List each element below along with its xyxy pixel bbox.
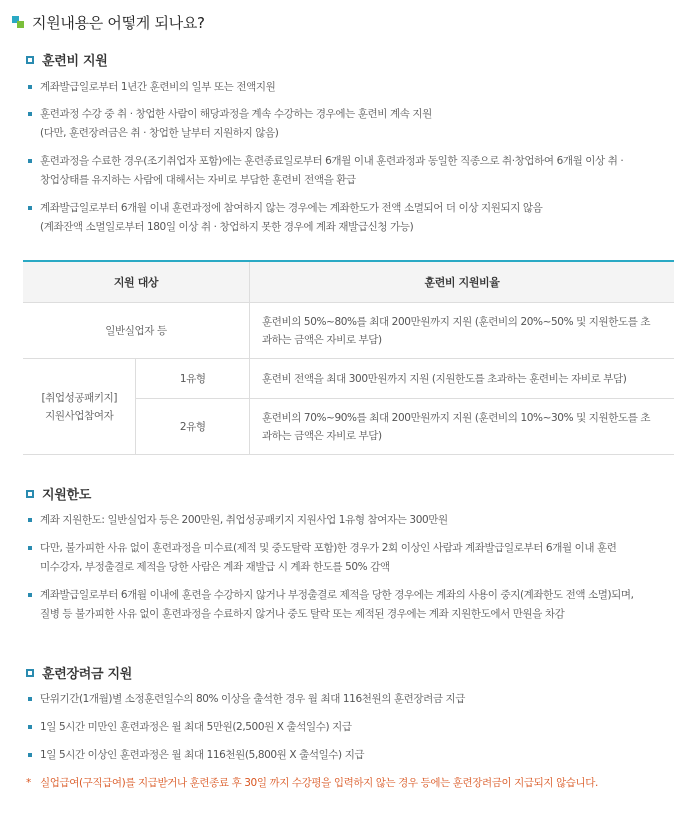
list-item — [26, 586, 666, 624]
bullet-icon — [28, 697, 32, 701]
list-item — [26, 539, 666, 577]
section-square-icon — [26, 56, 34, 64]
cell-type1: 1유형 — [136, 359, 250, 399]
bullet-text: (계좌잔액 소멸일로부터 180일 이상 취 · 창업하지 못한 경우에 계좌 재발급신청 가능) — [40, 221, 414, 233]
list-item — [26, 718, 666, 737]
bullet-text: 질병 등 불가피한 사유 없이 훈련과정을 수료하지 않거나 중도 탈락 또는 제적된 경우에는 계좌 지원한도에서 만원을 차감 — [40, 608, 565, 620]
asterisk-icon: * — [26, 777, 31, 789]
bullet-text: (다만, 훈련장려금은 취 · 창업한 날부터 지원하지 않음) — [40, 127, 279, 139]
support-rate-table — [23, 260, 674, 455]
cell-type2: 2유형 — [136, 399, 250, 455]
rate-line: 훈련비 전액을 최대 300만원까지 지원 (지원한도를 초과하는 훈련비는 자비로 부담) — [262, 372, 627, 385]
bullet-text: 계좌발급일로부터 1년간 훈련비의 일부 또는 전액지원 — [40, 81, 276, 93]
page-title: 지원내용은 어떻게 되나요? — [32, 13, 205, 32]
bullet-text: 단위기간(1개월)별 소정훈련일수의 80% 이상을 출석한 경우 월 최대 116천원의 훈련장려금 지급 — [40, 693, 466, 705]
bullet-text: 창업상태를 유지하는 사람에 대해서는 자비로 부담한 훈련비 전액을 환급 — [40, 174, 356, 186]
header-rate: 훈련비 지원비율 — [250, 261, 675, 303]
list-item — [26, 152, 666, 190]
section-square-icon — [26, 669, 34, 677]
bullet-icon — [28, 593, 32, 597]
table-row — [23, 303, 674, 359]
title-square-icon — [12, 16, 24, 28]
bullet-text: 1일 5시간 미만인 훈련과정은 월 최대 5만원(2,500원 X 출석일수) 지급 — [40, 721, 352, 733]
rate-line: 훈련비의 70%~90%를 최대 200만원까지 지원 (훈련비의 10%~30% 및 지원한도를 초 — [262, 411, 651, 424]
bullet-text: 계좌발급일로부터 6개월 이내에 훈련을 수강하지 않거나 부정출결로 제적을 당한 경우에는 계좌의 사용이 중지(계좌한도 전액 소멸)되며, — [40, 589, 634, 601]
section-heading-limit — [26, 484, 91, 503]
section-title: 훈련비 지원 — [42, 54, 108, 69]
bullet-text: 계좌발급일로부터 6개월 이내 훈련과정에 참여하지 않는 경우에는 계좌한도가 전액 소멸되어 더 이상 지원되지 않음 — [40, 202, 543, 214]
limit-bullet-list — [26, 511, 666, 624]
group-label-line: [취업성공패키지] — [41, 391, 118, 404]
bullet-text: 훈련과정을 수료한 경우(조기취업자 포함)에는 훈련종료일로부터 6개월 이내 훈련과정과 동일한 직종으로 취·창업하여 6개월 이상 취 · — [40, 155, 624, 167]
bullet-text: 다만, 불가피한 사유 없이 훈련과정을 미수료(제적 및 중도탈락 포함)한 경우가 2회 이상인 사람과 계좌발급일로부터 6개월 이내 훈련 — [40, 542, 617, 554]
bullet-text: 훈련과정 수강 중 취 · 창업한 사람이 해당과정을 계속 수강하는 경우에는 훈련비 계속 지원 — [40, 108, 432, 120]
list-item — [26, 105, 666, 143]
section-title: 지원한도 — [42, 488, 92, 503]
allowance-bullet-list — [26, 690, 666, 793]
list-item — [26, 511, 666, 530]
training-bullet-list — [26, 78, 666, 237]
bullet-text: 미수강자, 부정출결로 제적을 당한 사람은 계좌 재발급 시 계좌 한도를 50% 감액 — [40, 561, 390, 573]
list-item — [26, 78, 666, 97]
cell-rate-type1 — [250, 359, 675, 399]
section-title: 훈련장려금 지원 — [42, 667, 133, 682]
bullet-text: 1일 5시간 이상인 훈련과정은 월 최대 116천원(5,800원 X 출석일수) 지급 — [40, 749, 365, 761]
group-label-line: 지원사업참여자 — [45, 409, 114, 422]
cell-target-general: 일반실업자 등 — [23, 303, 250, 359]
section-square-icon — [26, 490, 34, 498]
page-title-row — [12, 12, 205, 32]
cell-rate-general — [250, 303, 675, 359]
section-heading-training — [26, 50, 108, 69]
table-header-row — [23, 261, 674, 303]
bullet-icon — [28, 112, 32, 116]
section-heading-allowance — [26, 663, 132, 682]
rate-line: 과하는 금액은 자비로 부담) — [262, 429, 382, 442]
cell-rate-type2 — [250, 399, 675, 455]
header-target: 지원 대상 — [23, 261, 250, 303]
table-row — [23, 359, 674, 399]
bullet-icon — [28, 85, 32, 89]
list-item — [26, 690, 666, 709]
bullet-icon — [28, 518, 32, 522]
bullet-icon — [28, 206, 32, 210]
bullet-icon — [28, 546, 32, 550]
bullet-icon — [28, 753, 32, 757]
warning-note — [26, 774, 666, 793]
list-item — [26, 746, 666, 765]
bullet-icon — [28, 725, 32, 729]
warning-text: 실업급여(구직급여)를 지급받거나 훈련종료 후 30일 까지 수강평을 입력하지 않는 경우 등에는 훈련장려금이 지급되지 않습니다. — [40, 777, 598, 789]
bullet-text: 계좌 지원한도: 일반실업자 등은 200만원, 취업성공패키지 지원사업 1유형 참여자는 300만원 — [40, 514, 448, 526]
list-item — [26, 199, 666, 237]
cell-group-label — [23, 359, 136, 455]
rate-line: 과하는 금액은 자비로 부담) — [262, 333, 382, 346]
bullet-icon — [28, 159, 32, 163]
rate-line: 훈련비의 50%~80%를 최대 200만원까지 지원 (훈련비의 20%~50% 및 지원한도를 초 — [262, 315, 651, 328]
